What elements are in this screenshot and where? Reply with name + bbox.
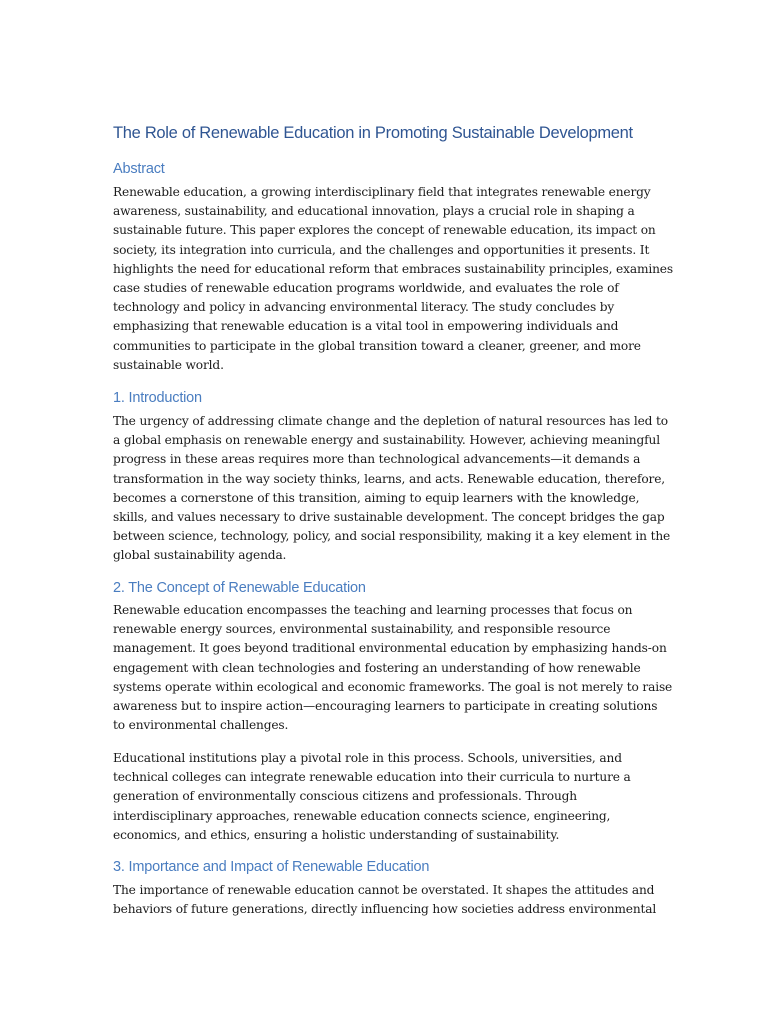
text-line: Educational institutions play a pivotal role in this process. Schools, universities, and	[113, 751, 622, 765]
text-line: emphasizing that renewable education is a vital tool in empowering individuals and	[113, 319, 619, 334]
paragraph-abstract	[113, 183, 673, 375]
document-title: The Role of Renewable Education in Promoting Sustainable Development	[113, 124, 633, 142]
text-line: behaviors of future generations, directly influencing how societies address environmental	[113, 902, 657, 917]
text-line: sustainable world.	[113, 357, 224, 372]
text-line: awareness, sustainability, and educational innovation, plays a crucial role in shaping a	[113, 204, 635, 219]
text-line: management. It goes beyond traditional environmental education by emphasizing hands-on	[113, 641, 667, 656]
text-line: Renewable education, a growing interdisciplinary field that integrates renewable energy	[113, 185, 651, 199]
text-line: between science, technology, policy, and social responsibility, making it a key element in the	[113, 529, 671, 544]
text-line: transformation in the way society thinks, learns, and acts. Renewable education, therefore,	[113, 471, 665, 486]
text-line: progress in these areas requires more than technological advancements—it demands a	[113, 452, 641, 467]
text-line: renewable energy sources, environmental sustainability, and responsible resource	[113, 622, 611, 637]
text-line: society, its integration into curricula, and the challenges and opportunities it presents. It	[113, 242, 650, 257]
text-line: interdisciplinary approaches, renewable education connects science, engineering,	[113, 808, 611, 823]
text-line: awareness but to inspire action—encouraging learners to participate in creating solutions	[113, 699, 658, 714]
section-heading-abstract: Abstract	[113, 161, 165, 177]
text-line: case studies of renewable education programs worldwide, and evaluates the role of	[113, 281, 619, 296]
section-heading-importance: 3. Importance and Impact of Renewable Education	[113, 859, 430, 875]
text-line: becomes a cornerstone of this transition, aiming to equip learners with the knowledge,	[113, 490, 640, 505]
text-line: highlights the need for educational reform that embraces sustainability principles, examines	[113, 261, 673, 276]
text-line: generation of environmentally conscious citizens and professionals. Through	[113, 789, 578, 804]
text-line: a global emphasis on renewable energy and sustainability. However, achieving meaningful	[113, 433, 660, 448]
paragraph-introduction	[113, 412, 671, 566]
text-line: engagement with clean technologies and fostering an understanding of how renewable	[113, 660, 641, 675]
paragraph-importance	[113, 881, 658, 919]
text-line: sustainable future. This paper explores the concept of renewable education, its impact on	[113, 223, 656, 238]
paragraph-concept-2	[113, 749, 658, 845]
text-line: communities to participate in the global transition toward a cleaner, greener, and more	[113, 338, 641, 353]
text-line: skills, and values necessary to drive sustainable development. The concept bridges the gap	[113, 510, 665, 525]
text-line: global sustainability agenda.	[113, 548, 287, 563]
text-line: technical colleges can integrate renewable education into their curricula to nurture a	[113, 770, 631, 785]
section-heading-introduction: 1. Introduction	[113, 390, 202, 406]
paragraph-concept-1	[113, 601, 673, 735]
text-line: Renewable education encompasses the teaching and learning processes that focus on	[113, 603, 633, 617]
text-line: economics, and ethics, ensuring a holistic understanding of sustainability.	[113, 827, 560, 842]
text-line: The importance of renewable education cannot be overstated. It shapes the attitudes and	[113, 883, 655, 897]
text-line: technology and policy in advancing environmental literacy. The study concludes by	[113, 300, 615, 315]
text-line: systems operate within ecological and economic frameworks. The goal is not merely to raise	[113, 679, 673, 694]
text-line: to environmental challenges.	[113, 718, 289, 733]
section-heading-concept: 2. The Concept of Renewable Education	[113, 580, 366, 596]
text-line: The urgency of addressing climate change and the depletion of natural resources has led to	[113, 414, 668, 428]
